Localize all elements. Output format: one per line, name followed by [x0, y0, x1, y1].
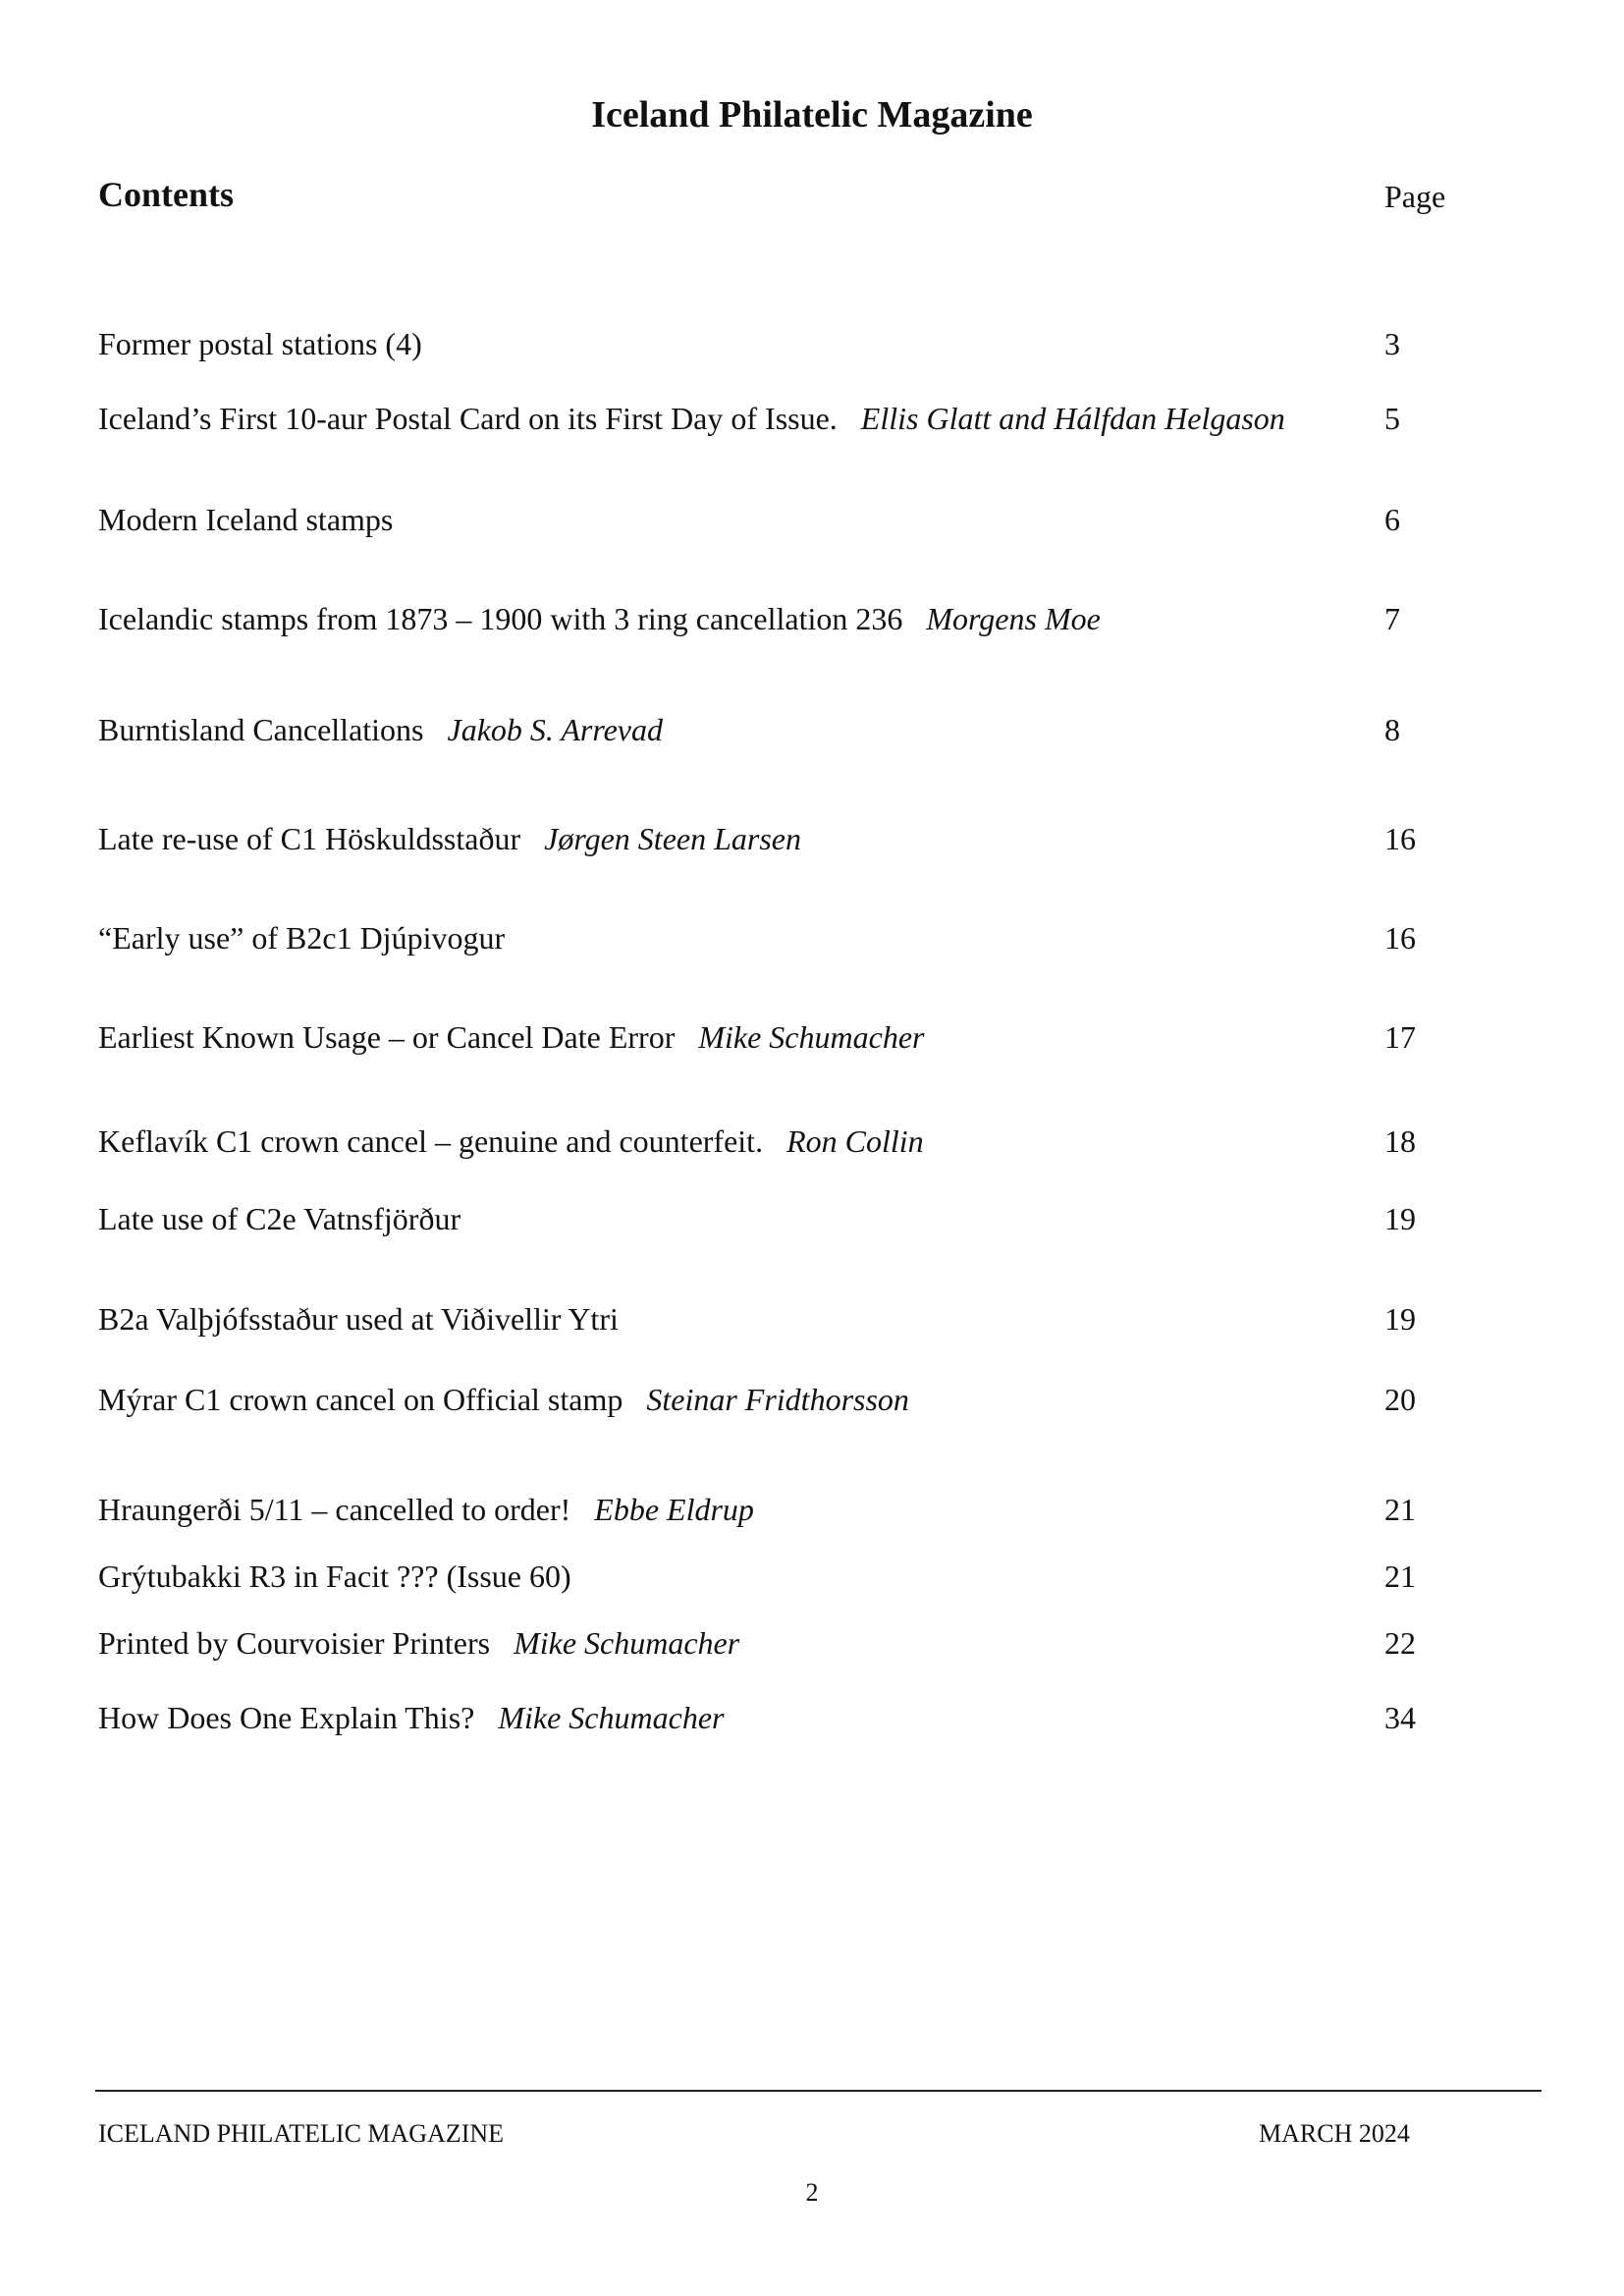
contents-entry	[98, 1557, 1473, 1596]
contents-entry	[98, 324, 1473, 363]
page-number: 2	[805, 2178, 819, 2207]
entry-title: Keflavík C1 crown cancel – genuine and counterfeit.	[98, 1123, 764, 1159]
entry-page-number: 21	[1384, 1558, 1416, 1594]
entry-author: Mike Schumacher	[514, 1625, 740, 1661]
contents-entry	[98, 1121, 1473, 1161]
entry-page-number: 16	[1384, 821, 1416, 856]
contents-entry	[98, 1698, 1473, 1737]
entry-page-number: 20	[1384, 1382, 1416, 1417]
contents-entry	[98, 1199, 1473, 1238]
contents-entry	[98, 500, 1473, 539]
footer-publication-name: ICELAND PHILATELIC MAGAZINE	[98, 2119, 505, 2148]
contents-heading: Contents	[98, 175, 235, 214]
entry-author: Mike Schumacher	[698, 1019, 925, 1055]
entry-page-number: 19	[1384, 1201, 1416, 1236]
entry-page-number: 22	[1384, 1625, 1416, 1661]
entry-title: Iceland’s First 10-aur Postal Card on its First Day of Issue.	[98, 401, 838, 436]
entry-page-number: 3	[1384, 326, 1400, 361]
entry-author: Jørgen Steen Larsen	[544, 821, 801, 856]
entry-title: Earliest Known Usage – or Cancel Date Error	[98, 1019, 676, 1055]
entry-author: Mike Schumacher	[498, 1700, 725, 1735]
entry-page-number: 34	[1384, 1700, 1416, 1735]
entry-title: Printed by Courvoisier Printers	[98, 1625, 491, 1661]
entry-title: Grýtubakki R3 in Facit ??? (Issue 60)	[98, 1558, 571, 1594]
contents-entry	[98, 1623, 1473, 1663]
entry-author: Ron Collin	[786, 1123, 924, 1159]
entry-title: Former postal stations (4)	[98, 326, 422, 361]
entry-page-number: 6	[1384, 502, 1400, 537]
entry-page-number: 8	[1384, 712, 1400, 747]
entry-title: Burntisland Cancellations	[98, 712, 424, 747]
entry-title: Late use of C2e Vatnsfjörður	[98, 1201, 461, 1236]
contents-entry	[98, 1380, 1473, 1419]
entry-author: Jakob S. Arrevad	[447, 712, 663, 747]
contents-entry	[98, 599, 1473, 638]
footer-rule	[95, 2090, 1542, 2092]
entry-page-number: 18	[1384, 1123, 1416, 1159]
entry-author: Steinar Fridthorsson	[646, 1382, 909, 1417]
contents-entry	[98, 918, 1473, 957]
entry-title: Hraungerði 5/11 – cancelled to order!	[98, 1492, 571, 1527]
entry-author: Morgens Moe	[926, 601, 1101, 636]
entry-title: Modern Iceland stamps	[98, 502, 394, 537]
entry-page-number: 16	[1384, 920, 1416, 956]
footer-issue-date: MARCH 2024	[1259, 2119, 1410, 2148]
entry-title: How Does One Explain This?	[98, 1700, 475, 1735]
entry-page-number: 7	[1384, 601, 1400, 636]
entry-author: Ebbe Eldrup	[594, 1492, 754, 1527]
entry-title: B2a Valþjófsstaður used at Viðivellir Ytri	[98, 1301, 619, 1337]
page-column-heading: Page	[1384, 179, 1446, 214]
contents-entry	[98, 710, 1473, 749]
magazine-title: Iceland Philatelic Magazine	[591, 94, 1033, 136]
entry-author: Ellis Glatt and Hálfdan Helgason	[860, 401, 1285, 436]
entry-page-number: 5	[1384, 401, 1400, 436]
contents-entry	[98, 1017, 1473, 1057]
entry-title: Mýrar C1 crown cancel on Official stamp	[98, 1382, 623, 1417]
entry-page-number: 21	[1384, 1492, 1416, 1527]
contents-entry	[98, 1490, 1473, 1529]
entry-title: Icelandic stamps from 1873 – 1900 with 3 ring cancellation 236	[98, 601, 903, 636]
contents-entry	[98, 399, 1473, 438]
entry-title: “Early use” of B2c1 Djúpivogur	[98, 920, 506, 956]
entry-page-number: 19	[1384, 1301, 1416, 1337]
contents-entry	[98, 1299, 1473, 1339]
entry-page-number: 17	[1384, 1019, 1416, 1055]
entry-title: Late re-use of C1 Höskuldsstaður	[98, 821, 521, 856]
contents-entry	[98, 819, 1473, 858]
